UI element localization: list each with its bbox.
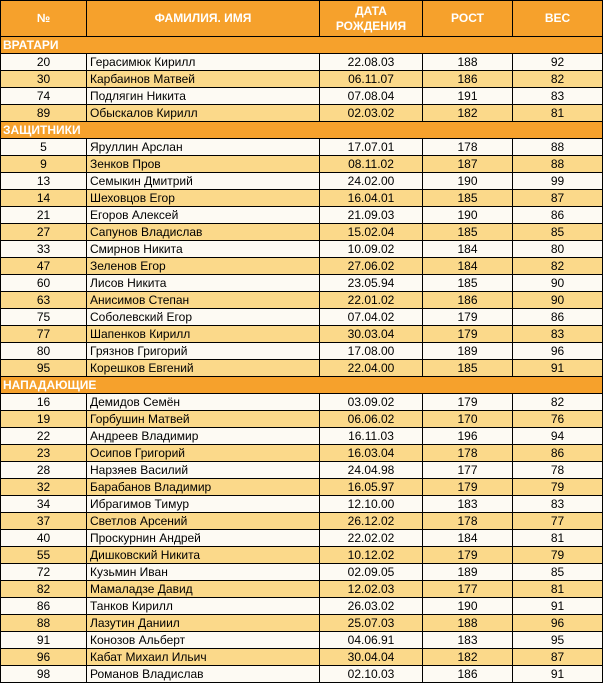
player-weight: 78 (513, 462, 603, 479)
player-birth-date: 02.09.05 (320, 564, 423, 581)
player-height: 187 (423, 156, 513, 173)
player-number: 60 (1, 275, 87, 292)
player-height: 179 (423, 394, 513, 411)
table-row (1, 564, 603, 581)
player-name: Смирнов Никита (87, 241, 320, 258)
player-weight: 81 (513, 581, 603, 598)
player-name: Ибрагимов Тимур (87, 496, 320, 513)
player-name: Танков Кирилл (87, 598, 320, 615)
table-row (1, 326, 603, 343)
player-name: Лисов Никита (87, 275, 320, 292)
player-number: 30 (1, 71, 87, 88)
player-name: Зенков Пров (87, 156, 320, 173)
player-weight: 82 (513, 258, 603, 275)
table-row (1, 224, 603, 241)
player-birth-date: 08.11.02 (320, 156, 423, 173)
header-birth-line2: РОЖДЕНИЯ (335, 18, 407, 33)
player-height: 185 (423, 360, 513, 377)
player-name: Осипов Григорий (87, 445, 320, 462)
player-birth-date: 27.06.02 (320, 258, 423, 275)
section-title: ЗАЩИТНИКИ (1, 122, 603, 139)
player-number: 19 (1, 411, 87, 428)
section-header-row (1, 122, 603, 139)
player-number: 21 (1, 207, 87, 224)
table-row (1, 530, 603, 547)
player-number: 98 (1, 666, 87, 683)
table-row (1, 156, 603, 173)
player-weight: 91 (513, 666, 603, 683)
player-name: Горбушин Матвей (87, 411, 320, 428)
player-birth-date: 10.09.02 (320, 241, 423, 258)
player-birth-date: 23.05.94 (320, 275, 423, 292)
player-number: 13 (1, 173, 87, 190)
player-birth-date: 22.01.02 (320, 292, 423, 309)
table-row (1, 496, 603, 513)
player-number: 37 (1, 513, 87, 530)
player-height: 179 (423, 547, 513, 564)
player-name: Грязнов Григорий (87, 343, 320, 360)
player-number: 86 (1, 598, 87, 615)
player-number: 55 (1, 547, 87, 564)
player-birth-date: 22.02.02 (320, 530, 423, 547)
player-weight: 81 (513, 105, 603, 122)
player-weight: 88 (513, 139, 603, 156)
player-weight: 83 (513, 88, 603, 105)
table-row (1, 139, 603, 156)
player-number: 75 (1, 309, 87, 326)
player-name: Кабат Михаил Ильич (87, 649, 320, 666)
player-name: Егоров Алексей (87, 207, 320, 224)
player-weight: 81 (513, 530, 603, 547)
player-name: Анисимов Степан (87, 292, 320, 309)
table-row (1, 649, 603, 666)
player-name: Обыскалов Кирилл (87, 105, 320, 122)
header-height: РОСТ (423, 1, 513, 37)
player-name: Мамаладзе Давид (87, 581, 320, 598)
table-row (1, 207, 603, 224)
player-height: 179 (423, 309, 513, 326)
player-height: 186 (423, 71, 513, 88)
player-weight: 80 (513, 241, 603, 258)
player-number: 16 (1, 394, 87, 411)
table-row (1, 615, 603, 632)
player-birth-date: 17.07.01 (320, 139, 423, 156)
player-number: 80 (1, 343, 87, 360)
player-name: Яруллин Арслан (87, 139, 320, 156)
player-birth-date: 26.12.02 (320, 513, 423, 530)
player-number: 9 (1, 156, 87, 173)
player-height: 182 (423, 649, 513, 666)
player-height: 177 (423, 462, 513, 479)
player-birth-date: 12.10.00 (320, 496, 423, 513)
player-weight: 82 (513, 394, 603, 411)
player-weight: 91 (513, 360, 603, 377)
player-birth-date: 30.03.04 (320, 326, 423, 343)
player-number: 82 (1, 581, 87, 598)
header-number: № (1, 1, 87, 37)
player-name: Конозов Альберт (87, 632, 320, 649)
player-height: 189 (423, 343, 513, 360)
player-birth-date: 26.03.02 (320, 598, 423, 615)
player-weight: 76 (513, 411, 603, 428)
table-row (1, 343, 603, 360)
player-height: 190 (423, 207, 513, 224)
player-height: 179 (423, 326, 513, 343)
player-name: Кузьмин Иван (87, 564, 320, 581)
player-weight: 86 (513, 445, 603, 462)
player-birth-date: 02.03.02 (320, 105, 423, 122)
player-height: 182 (423, 105, 513, 122)
header-birth-line1: ДАТА (355, 3, 387, 18)
player-height: 185 (423, 224, 513, 241)
player-weight: 90 (513, 292, 603, 309)
player-name: Шапенков Кирилл (87, 326, 320, 343)
player-number: 22 (1, 428, 87, 445)
player-birth-date: 25.07.03 (320, 615, 423, 632)
player-birth-date: 02.10.03 (320, 666, 423, 683)
roster-body (1, 37, 603, 683)
player-height: 178 (423, 445, 513, 462)
table-row (1, 258, 603, 275)
player-height: 178 (423, 139, 513, 156)
table-row (1, 411, 603, 428)
player-name: Проскурнин Андрей (87, 530, 320, 547)
player-birth-date: 04.06.91 (320, 632, 423, 649)
player-height: 185 (423, 275, 513, 292)
player-weight: 83 (513, 496, 603, 513)
player-name: Герасимюк Кирилл (87, 54, 320, 71)
player-weight: 85 (513, 224, 603, 241)
table-row (1, 462, 603, 479)
player-weight: 85 (513, 564, 603, 581)
player-birth-date: 16.03.04 (320, 445, 423, 462)
player-birth-date: 07.04.02 (320, 309, 423, 326)
player-number: 34 (1, 496, 87, 513)
player-height: 186 (423, 666, 513, 683)
player-number: 20 (1, 54, 87, 71)
player-birth-date: 10.12.02 (320, 547, 423, 564)
player-height: 186 (423, 292, 513, 309)
player-weight: 96 (513, 615, 603, 632)
player-birth-date: 22.08.03 (320, 54, 423, 71)
player-weight: 87 (513, 649, 603, 666)
player-name: Нарзяев Василий (87, 462, 320, 479)
player-weight: 79 (513, 479, 603, 496)
player-weight: 99 (513, 173, 603, 190)
player-birth-date: 22.04.00 (320, 360, 423, 377)
table-row (1, 309, 603, 326)
player-height: 170 (423, 411, 513, 428)
table-row (1, 598, 603, 615)
player-name: Сапунов Владислав (87, 224, 320, 241)
player-height: 190 (423, 173, 513, 190)
player-birth-date: 12.02.03 (320, 581, 423, 598)
player-weight: 87 (513, 190, 603, 207)
table-row (1, 513, 603, 530)
player-number: 33 (1, 241, 87, 258)
player-birth-date: 16.11.03 (320, 428, 423, 445)
player-height: 188 (423, 615, 513, 632)
player-birth-date: 06.11.07 (320, 71, 423, 88)
player-name: Подлягин Никита (87, 88, 320, 105)
player-weight: 92 (513, 54, 603, 71)
player-number: 91 (1, 632, 87, 649)
table-row (1, 479, 603, 496)
player-height: 183 (423, 632, 513, 649)
player-number: 27 (1, 224, 87, 241)
player-weight: 83 (513, 326, 603, 343)
player-birth-date: 21.09.03 (320, 207, 423, 224)
player-name: Лазутин Даниил (87, 615, 320, 632)
player-weight: 86 (513, 207, 603, 224)
player-height: 184 (423, 530, 513, 547)
player-birth-date: 17.08.00 (320, 343, 423, 360)
player-name: Карбаинов Матвей (87, 71, 320, 88)
player-height: 190 (423, 598, 513, 615)
player-height: 196 (423, 428, 513, 445)
player-weight: 86 (513, 309, 603, 326)
header-birth (320, 1, 423, 37)
player-weight: 96 (513, 343, 603, 360)
player-birth-date: 16.04.01 (320, 190, 423, 207)
player-height: 177 (423, 581, 513, 598)
table-row (1, 581, 603, 598)
header-name: ФАМИЛИЯ. ИМЯ (87, 1, 320, 37)
player-name: Семыкин Дмитрий (87, 173, 320, 190)
player-birth-date: 06.06.02 (320, 411, 423, 428)
player-number: 47 (1, 258, 87, 275)
table-row (1, 394, 603, 411)
player-weight: 88 (513, 156, 603, 173)
player-name: Барабанов Владимир (87, 479, 320, 496)
player-number: 14 (1, 190, 87, 207)
player-height: 191 (423, 88, 513, 105)
player-weight: 82 (513, 71, 603, 88)
player-weight: 94 (513, 428, 603, 445)
table-row (1, 173, 603, 190)
player-number: 40 (1, 530, 87, 547)
table-row (1, 360, 603, 377)
player-height: 185 (423, 190, 513, 207)
player-number: 32 (1, 479, 87, 496)
player-name: Шеховцов Егор (87, 190, 320, 207)
player-birth-date: 30.04.04 (320, 649, 423, 666)
table-row (1, 547, 603, 564)
player-height: 178 (423, 513, 513, 530)
header-weight: ВЕС (513, 1, 603, 37)
player-height: 184 (423, 241, 513, 258)
player-number: 89 (1, 105, 87, 122)
player-number: 74 (1, 88, 87, 105)
section-title: НАПАДАЮЩИЕ (1, 377, 603, 394)
section-header-row (1, 37, 603, 54)
player-number: 28 (1, 462, 87, 479)
table-row (1, 190, 603, 207)
player-birth-date: 16.05.97 (320, 479, 423, 496)
table-row (1, 445, 603, 462)
player-height: 179 (423, 479, 513, 496)
table-row (1, 275, 603, 292)
header-row (1, 1, 603, 37)
player-name: Дишковский Никита (87, 547, 320, 564)
table-row (1, 292, 603, 309)
player-height: 188 (423, 54, 513, 71)
player-weight: 79 (513, 547, 603, 564)
table-row (1, 71, 603, 88)
player-number: 5 (1, 139, 87, 156)
player-birth-date: 24.02.00 (320, 173, 423, 190)
player-number: 88 (1, 615, 87, 632)
player-name: Романов Владислав (87, 666, 320, 683)
player-number: 96 (1, 649, 87, 666)
player-number: 77 (1, 326, 87, 343)
table-row (1, 105, 603, 122)
player-birth-date: 15.02.04 (320, 224, 423, 241)
player-height: 189 (423, 564, 513, 581)
player-weight: 77 (513, 513, 603, 530)
player-birth-date: 07.08.04 (320, 88, 423, 105)
player-height: 184 (423, 258, 513, 275)
player-name: Соболевский Егор (87, 309, 320, 326)
table-row (1, 241, 603, 258)
player-number: 23 (1, 445, 87, 462)
table-row (1, 88, 603, 105)
section-title: ВРАТАРИ (1, 37, 603, 54)
player-number: 72 (1, 564, 87, 581)
player-number: 95 (1, 360, 87, 377)
player-name: Зеленов Егор (87, 258, 320, 275)
player-name: Андреев Владимир (87, 428, 320, 445)
player-name: Демидов Семён (87, 394, 320, 411)
table-row (1, 54, 603, 71)
player-birth-date: 03.09.02 (320, 394, 423, 411)
player-number: 63 (1, 292, 87, 309)
player-weight: 95 (513, 632, 603, 649)
player-height: 183 (423, 496, 513, 513)
table-row (1, 428, 603, 445)
player-name: Светлов Арсений (87, 513, 320, 530)
section-header-row (1, 377, 603, 394)
player-name: Корешков Евгений (87, 360, 320, 377)
player-birth-date: 24.04.98 (320, 462, 423, 479)
player-weight: 91 (513, 598, 603, 615)
table-row (1, 632, 603, 649)
player-weight: 90 (513, 275, 603, 292)
